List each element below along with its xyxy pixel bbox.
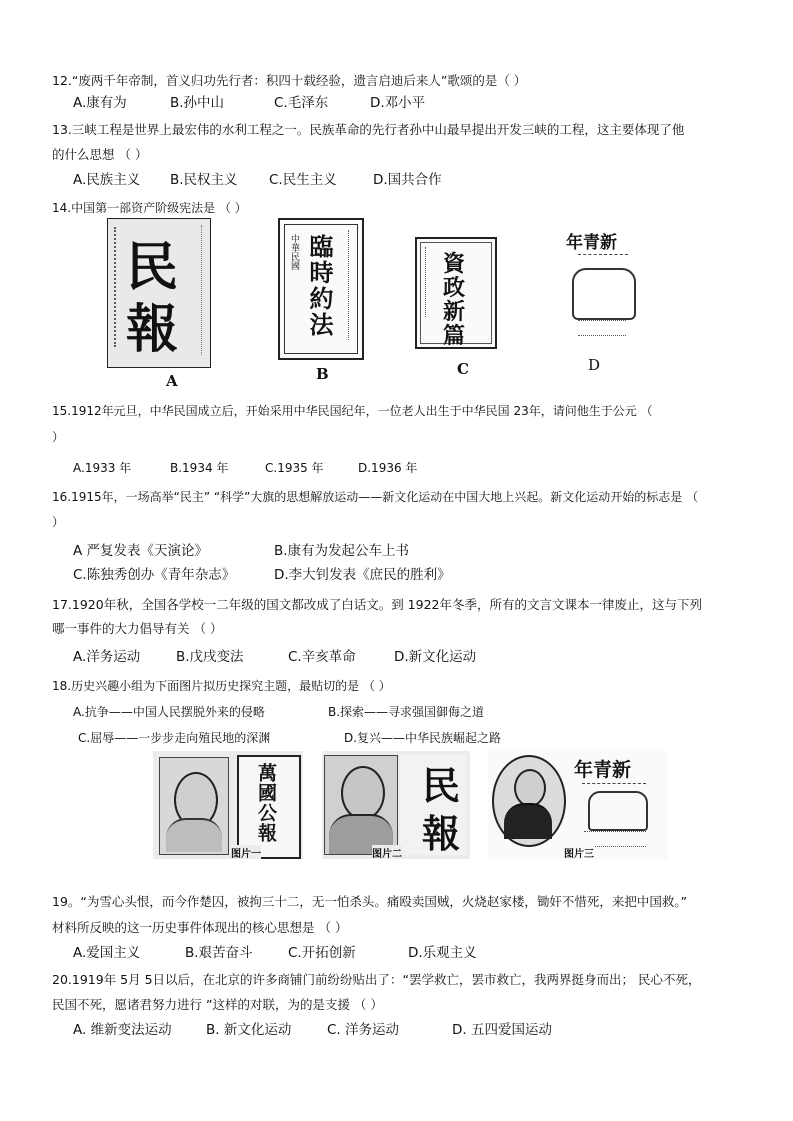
q19-option-c: C.开拓创新 bbox=[288, 945, 356, 961]
q13-stem-line1: 13.三峡工程是世界上最宏伟的水利工程之一。民族革命的先行者孙中山最早提出开发三峡的工程，这主要体现了他 bbox=[52, 122, 685, 137]
q18-stem: 18.历史兴趣小组为下面图片拟历史探究主题，最贴切的是 （ ） bbox=[52, 679, 391, 693]
q14-image-c-char-1: 資 bbox=[443, 251, 466, 277]
q19-stem-line2: 材料所反映的这一历史事件体现出的核心思想是 （ ） bbox=[52, 920, 348, 935]
q14-image-b-title: 臨時約法 bbox=[305, 234, 334, 338]
q14-label-d: D bbox=[588, 356, 601, 374]
q13-option-a: A.民族主义 bbox=[73, 172, 141, 188]
q20-option-b: B. 新文化运动 bbox=[206, 1022, 292, 1038]
q14-image-a-char-2: 報 bbox=[126, 299, 179, 360]
q14-image-a bbox=[107, 218, 211, 368]
q14-image-c-char-4: 篇 bbox=[443, 323, 466, 349]
q14-image-d bbox=[566, 228, 642, 338]
q12-stem: 12.“废两千年帝制，首义归功先行者：积四十载经验，遗言启迪后来人”歌颂的是（ ） bbox=[52, 73, 527, 88]
q18-option-a: A.抗争——中国人民摆脱外来的侵略 bbox=[73, 705, 265, 719]
q20-stem-line1: 20.1919年 5月 5日以后，在北京的许多商铺门前纷纷贴出了：“罢学救亡，罢市救亡，我两界挺身而出； 民心不死， bbox=[52, 972, 701, 987]
q17-option-c: C.辛亥革命 bbox=[288, 649, 356, 665]
q17-option-a: A.洋务运动 bbox=[73, 649, 141, 665]
q18-picture-3-header: 年青新 bbox=[574, 759, 632, 781]
q18-picture-2-char-1: 民 bbox=[422, 763, 461, 808]
q18-option-c: C.屈辱——一步步走向殖民地的深渊 bbox=[78, 731, 271, 745]
q14-label-a: A bbox=[166, 372, 178, 390]
q17-option-b: B.戊戌变法 bbox=[176, 649, 244, 665]
q14-stem: 14.中国第一部资产阶级宪法是 （ ） bbox=[52, 201, 247, 215]
q20-option-d: D. 五四爱国运动 bbox=[452, 1022, 552, 1038]
q12-option-a: A.康有为 bbox=[73, 95, 127, 111]
q18-picture-2-char-2: 報 bbox=[422, 811, 461, 856]
q14-image-c bbox=[415, 237, 497, 349]
q14-label-c: C bbox=[457, 360, 469, 378]
q14-image-b bbox=[278, 218, 364, 360]
portrait-3 bbox=[492, 755, 566, 847]
q17-option-d: D.新文化运动 bbox=[394, 649, 477, 665]
q18-picture-1 bbox=[153, 751, 303, 859]
q13-option-c: C.民生主义 bbox=[269, 172, 337, 188]
q14-image-a-char-1: 民 bbox=[126, 237, 179, 298]
q17-stem-line1: 17.1920年秋，全国各学校一二年级的国文都改成了白话文。到 1922年冬季，所有的文言文课本一律废止，这与下列 bbox=[52, 597, 702, 612]
q18-picture-1-title: 萬國公報 bbox=[255, 763, 277, 843]
q19-option-d: D.乐观主义 bbox=[408, 945, 477, 961]
portrait-1 bbox=[159, 757, 229, 855]
q16-option-d: D.李大钊发表《庶民的胜利》 bbox=[274, 567, 451, 583]
min-bao-cover bbox=[400, 755, 466, 855]
q14-image-d-header: 年青新 bbox=[566, 233, 617, 253]
q14-image-c-char-2: 政 bbox=[443, 275, 466, 301]
portrait-2 bbox=[324, 755, 398, 855]
q16-stem-line2: ） bbox=[52, 515, 65, 529]
q18-option-b: B.探索——寻求强国御侮之道 bbox=[328, 705, 485, 719]
q16-stem-line1: 16.1915年，一场高举“民主” “科学”大旗的思想解放运动——新文化运动在中国大地上兴起。新文化运动开始的标志是 （ bbox=[52, 490, 699, 504]
q15-stem-line1: 15.1912年元旦，中华民国成立后，开始采用中华民国纪年，一位老人出生于中华民国 23年，请问他生于公元 （ bbox=[52, 404, 653, 418]
q18-picture-3 bbox=[488, 751, 668, 859]
q16-option-b: B.康有为发起公车上书 bbox=[274, 543, 410, 559]
q15-option-d: D.1936 年 bbox=[358, 461, 418, 475]
q13-option-d: D.国共合作 bbox=[373, 172, 442, 188]
q19-option-a: A.爱国主义 bbox=[73, 945, 141, 961]
wanguo-gongbao-cover bbox=[237, 755, 301, 859]
q15-option-a: A.1933 年 bbox=[73, 461, 132, 475]
q20-stem-line2: 民国不死，愿诸君努力进行 ”这样的对联，为的是支援 （ ） bbox=[52, 997, 383, 1012]
q14-label-b: B bbox=[316, 365, 329, 383]
q17-stem-line2: 哪一事件的大力倡导有关 （ ） bbox=[52, 621, 223, 636]
new-youth-cover bbox=[574, 755, 664, 853]
q15-stem-line2: ） bbox=[52, 430, 65, 444]
q14-image-c-char-3: 新 bbox=[443, 299, 466, 325]
q14-image-b-small-text: 中華民國 bbox=[289, 234, 299, 270]
q12-option-d: D.邓小平 bbox=[370, 95, 426, 111]
q12-option-c: C.毛泽东 bbox=[274, 95, 329, 111]
q19-stem-line1: 19。“为雪心头恨，而今作楚囚，被拘三十二，无一怕杀头。痛殴卖国贼，火烧赵家楼，锄奸不惜死，来把中国救。” bbox=[52, 894, 688, 909]
q18-picture-1-caption: 图片一 bbox=[231, 845, 261, 859]
q16-option-c: C.陈独秀创办《青年杂志》 bbox=[73, 567, 236, 583]
q13-stem-line2: 的什么思想 （ ） bbox=[52, 147, 148, 162]
q20-option-c: C. 洋务运动 bbox=[327, 1022, 400, 1038]
q20-option-a: A. 维新变法运动 bbox=[73, 1022, 172, 1038]
q13-option-b: B.民权主义 bbox=[170, 172, 238, 188]
q19-option-b: B.艰苦奋斗 bbox=[185, 945, 253, 961]
q15-option-c: C.1935 年 bbox=[265, 461, 324, 475]
q18-option-d: D.复兴——中华民族崛起之路 bbox=[344, 731, 502, 745]
q16-option-a: A 严复发表《天演论》 bbox=[73, 543, 209, 559]
q18-picture-3-caption: 图片三 bbox=[564, 845, 594, 859]
q18-picture-2 bbox=[322, 751, 470, 859]
q12-option-b: B.孙中山 bbox=[170, 95, 225, 111]
q18-picture-2-caption: 图片二 bbox=[372, 845, 402, 859]
q15-option-b: B.1934 年 bbox=[170, 461, 229, 475]
